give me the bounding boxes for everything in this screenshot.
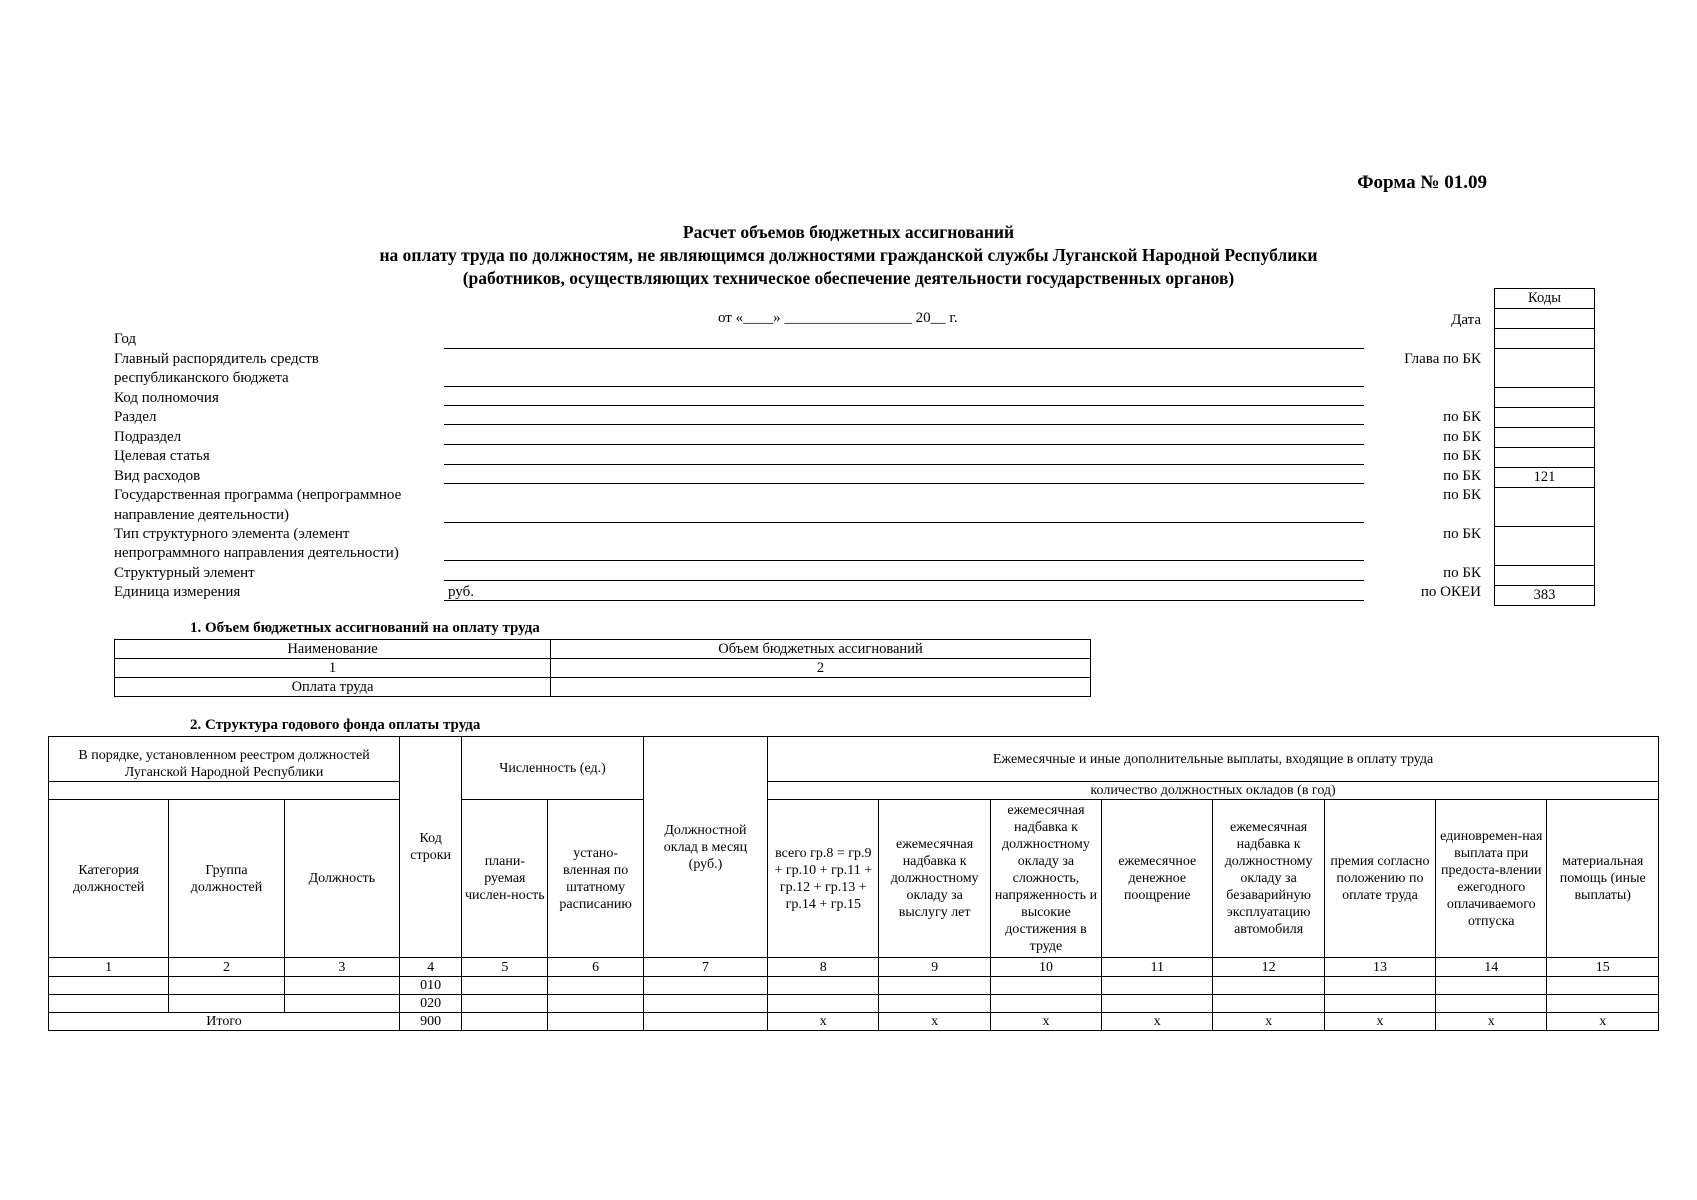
cell[interactable] [1213, 995, 1324, 1013]
page-subtitle-1: на оплату труда по должностям, не являющимся должностями гражданской службы Луганской Народной Республики [379, 245, 1318, 265]
label-manager-1: Главный распорядитель средств [114, 351, 319, 367]
cell[interactable] [462, 1013, 548, 1031]
s1-colnum-2: 2 [551, 659, 1091, 678]
label-program-1: Государственная программа (непрограммное [114, 487, 402, 503]
cell[interactable] [1436, 977, 1547, 995]
x-mark: х [768, 1013, 879, 1031]
s2-col-planned: плани-руемая числен-ность [462, 800, 548, 958]
s2-col-aid: материальная помощь (иные выплаты) [1547, 800, 1659, 958]
label-authority-code: Код полномочия [114, 390, 219, 406]
total-row [49, 1013, 1659, 1031]
cell[interactable] [1102, 977, 1213, 995]
s2-col-category: Категория должностей [49, 800, 169, 958]
fill-line-unit[interactable] [444, 600, 1364, 601]
unit-value: руб. [448, 584, 474, 600]
cell[interactable] [879, 995, 990, 1013]
s2-col-vacation: единовремен-ная выплата при предоста-влении ежегодного оплачиваемого отпуска [1436, 800, 1547, 958]
section2-table [48, 736, 1659, 1031]
cell[interactable] [548, 977, 643, 995]
s2-col-seniority: ежемесячная надбавка к должностному окладу за выслугу лет [879, 800, 990, 958]
cell[interactable] [768, 977, 879, 995]
s2-num-1: 1 [49, 958, 169, 977]
cell[interactable] [1213, 977, 1324, 995]
code-program[interactable] [1495, 488, 1595, 527]
codes-table [1494, 288, 1595, 606]
s2-num-11: 11 [1102, 958, 1213, 977]
section1-title: 1. Объем бюджетных ассигнований на оплату труда [190, 620, 540, 636]
table-row [49, 995, 1659, 1013]
cell[interactable] [284, 995, 399, 1013]
code-section[interactable] [1495, 408, 1595, 428]
code-subsection[interactable] [1495, 428, 1595, 448]
cell[interactable] [879, 977, 990, 995]
x-mark: х [990, 1013, 1101, 1031]
s2-col-total: всего гр.8 = гр.9 + гр.10 + гр.11 + гр.12 + гр.13 + гр.14 + гр.15 [768, 800, 879, 958]
s1-colnum-1: 1 [115, 659, 551, 678]
cell[interactable] [643, 995, 767, 1013]
s2-num-3: 3 [284, 958, 399, 977]
cell[interactable] [169, 977, 284, 995]
table-row [49, 977, 1659, 995]
code-chapter[interactable] [1495, 349, 1595, 388]
code-struct-element[interactable] [1495, 566, 1595, 586]
s2-num-4: 4 [400, 958, 462, 977]
cell[interactable] [1547, 977, 1659, 995]
fill-line-struct-type[interactable] [444, 560, 1364, 561]
right-label-date: Дата [1451, 312, 1481, 328]
s2-num-6: 6 [548, 958, 643, 977]
cell[interactable] [1102, 995, 1213, 1013]
fill-line-year[interactable] [444, 348, 1364, 349]
s1-header-name: Наименование [115, 640, 551, 659]
fill-line-manager[interactable] [444, 386, 1364, 387]
s2-num-14: 14 [1436, 958, 1547, 977]
label-section: Раздел [114, 409, 157, 425]
fill-line-program[interactable] [444, 522, 1364, 523]
label-struct-type-1: Тип структурного элемента (элемент [114, 526, 350, 542]
label-target-item: Целевая статья [114, 448, 210, 464]
label-expense-type: Вид расходов [114, 468, 201, 484]
s2-num-12: 12 [1213, 958, 1324, 977]
code-struct-type[interactable] [1495, 527, 1595, 566]
total-code: 900 [400, 1013, 462, 1031]
fill-line-authority[interactable] [444, 405, 1364, 406]
cell[interactable] [768, 995, 879, 1013]
s2-num-7: 7 [643, 958, 767, 977]
codes-header: Коды [1495, 289, 1595, 309]
page-subtitle-2: (работников, осуществляющих техническое обеспечение деятельности государственных органов) [462, 268, 1235, 288]
s2-col-staffing: устано-вленная по штатному расписанию [548, 800, 643, 958]
x-mark: х [1213, 1013, 1324, 1031]
label-manager-2: республиканского бюджета [114, 370, 289, 386]
code-year[interactable] [1495, 329, 1595, 349]
right-label-section: по БК [1443, 409, 1481, 425]
cell[interactable] [1547, 995, 1659, 1013]
s1-header-volume: Объем бюджетных ассигнований [551, 640, 1091, 659]
code-date[interactable] [1495, 309, 1595, 329]
s2-col-complexity: ежемесячная надбавка к должностному окладу за сложность, напряженность и высокие достижения в труде [990, 800, 1101, 958]
cell[interactable] [548, 995, 643, 1013]
s2-col-row-code: Код строки [400, 737, 462, 958]
page-title: Расчет объемов бюджетных ассигнований [682, 222, 1015, 242]
cell[interactable] [284, 977, 399, 995]
x-mark: х [1324, 1013, 1435, 1031]
cell[interactable] [643, 977, 767, 995]
s2-num-13: 13 [1324, 958, 1435, 977]
fill-line-section[interactable] [444, 424, 1364, 425]
cell[interactable] [1324, 977, 1435, 995]
s2-col-bonus: премия согласно положению по оплате труда [1324, 800, 1435, 958]
code-expense-type[interactable]: 121 [1495, 468, 1595, 488]
cell[interactable] [990, 977, 1101, 995]
cell[interactable] [462, 977, 548, 995]
code-authority[interactable] [1495, 388, 1595, 408]
cell[interactable] [548, 1013, 643, 1031]
label-struct-type-2: непрограммного направления деятельности) [114, 545, 399, 561]
right-label-program: по БК [1443, 487, 1481, 503]
s2-col-group: Группа должностей [169, 800, 284, 958]
cell[interactable] [49, 995, 169, 1013]
s2-col-salary: Должностной оклад в месяц (руб.) [643, 737, 767, 958]
cell[interactable] [1436, 995, 1547, 1013]
x-mark: х [1547, 1013, 1659, 1031]
s2-group-registry: В порядке, установленном реестром должностей Луганской Народной Республики [49, 737, 400, 782]
s2-number-row [49, 958, 1659, 977]
form-number: Форма № 01.09 [1357, 172, 1487, 193]
s2-num-9: 9 [879, 958, 990, 977]
s2-group-salaries: количество должностных окладов (в год) [768, 782, 1659, 800]
x-mark: х [1436, 1013, 1547, 1031]
s2-group-payments: Ежемесячные и иные дополнительные выплаты, входящие в оплату труда [768, 737, 1659, 782]
s2-num-8: 8 [768, 958, 879, 977]
s2-col-incentive: ежемесячное денежное поощрение [1102, 800, 1213, 958]
x-mark: х [1102, 1013, 1213, 1031]
label-unit: Единица измерения [114, 584, 241, 600]
right-label-okei: по ОКЕИ [1420, 584, 1481, 600]
right-label-chapter: Глава по БК [1404, 351, 1481, 367]
s2-col-position: Должность [284, 800, 399, 958]
s2-num-10: 10 [990, 958, 1101, 977]
right-label-subsection: по БК [1443, 429, 1481, 445]
label-subsection: Подраздел [114, 429, 182, 445]
total-label: Итого [49, 1013, 400, 1031]
s2-group-headcount: Численность (ед.) [462, 737, 644, 800]
s2-num-15: 15 [1547, 958, 1659, 977]
cell[interactable] [169, 995, 284, 1013]
cell[interactable] [49, 977, 169, 995]
fill-line-target[interactable] [444, 464, 1364, 465]
code-okei[interactable]: 383 [1495, 586, 1595, 606]
fill-line-subsection[interactable] [444, 444, 1364, 445]
s2-num-2: 2 [169, 958, 284, 977]
row-code: 010 [400, 977, 462, 995]
label-year: Год [114, 331, 137, 347]
s1-row-value[interactable] [551, 678, 1091, 697]
right-label-struct-type: по БК [1443, 526, 1481, 542]
right-label-struct-element: по БК [1443, 565, 1481, 581]
s2-col-driving: ежемесячная надбавка к должностному окладу за безаварийную эксплуатацию автомобиля [1213, 800, 1324, 958]
cell[interactable] [643, 1013, 767, 1031]
row-code: 020 [400, 995, 462, 1013]
date-line: от «____» _________________ 20__ г. [718, 310, 958, 326]
code-target[interactable] [1495, 448, 1595, 468]
s2-num-5: 5 [462, 958, 548, 977]
cell[interactable] [1324, 995, 1435, 1013]
s1-row-label: Оплата труда [115, 678, 551, 697]
right-label-expense: по БК [1443, 468, 1481, 484]
x-mark: х [879, 1013, 990, 1031]
cell[interactable] [990, 995, 1101, 1013]
cell[interactable] [462, 995, 548, 1013]
label-struct-element: Структурный элемент [114, 565, 255, 581]
fill-line-expense[interactable] [444, 483, 1364, 484]
label-program-2: направление деятельности) [114, 507, 290, 523]
fill-line-struct-element[interactable] [444, 580, 1364, 581]
right-label-target: по БК [1443, 448, 1481, 464]
section1-table [114, 639, 1091, 697]
section2-title: 2. Структура годового фонда оплаты труда [190, 717, 481, 733]
